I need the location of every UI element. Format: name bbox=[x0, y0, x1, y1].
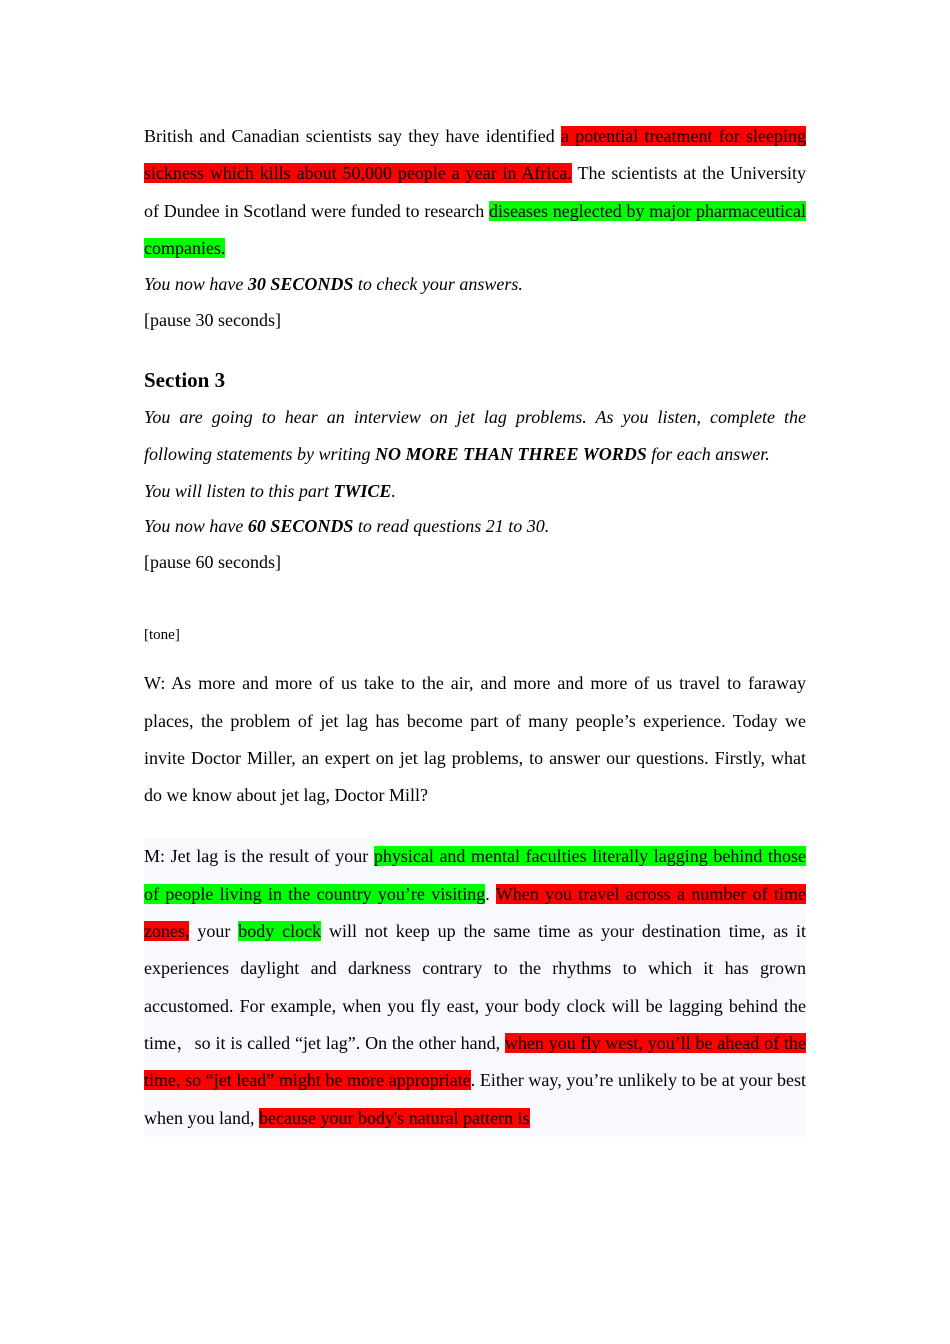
highlight-green-body-clock: body clock bbox=[238, 921, 322, 942]
twice-pre: You will listen to this part bbox=[144, 480, 334, 501]
woman-speaker-paragraph: W: As more and more of us take to the air, and more and more of us travel to faraway places, the problem of jet lag has become part of many people’s experience. Today we invite Doctor Miller, an expert on jet lag problems, to answer our questions. Firstly, what do we know about jet lag, Doctor Mill? bbox=[144, 673, 806, 806]
m-text-2: . bbox=[485, 883, 496, 904]
highlight-green-faculties: physical and mental faculties literally lagging behind those of people living in the country you’re visiting bbox=[144, 846, 806, 904]
instr-bold: NO MORE THAN THREE WORDS bbox=[375, 444, 647, 465]
highlight-red-natural-pattern: because your body's natural pattern is bbox=[258, 1107, 530, 1128]
m-text-4: will not keep up the same time as your destination time, as it experiences daylight and darkness contrary to the rhythms to which it has grown accustomed. For example, when you fly east, your body clock will be lagging behind the time，so it is called “jet lag”. On the other hand, bbox=[144, 921, 807, 1053]
m-text-3: your bbox=[189, 921, 239, 942]
read-bold: 60 SECONDS bbox=[247, 516, 354, 537]
tone-marker: [tone] bbox=[144, 627, 180, 644]
check-answers-instruction bbox=[144, 267, 806, 303]
check-pre: You now have bbox=[144, 274, 248, 295]
news-text-1: British and Canadian scientists say they have identified bbox=[144, 126, 562, 146]
listen-twice-instruction bbox=[144, 474, 806, 510]
twice-post: . bbox=[391, 480, 396, 501]
highlight-red-treatment: a potential treatment for sleeping sickness which kills about 50,000 people a year in Africa. bbox=[144, 126, 806, 184]
news-text-2: The scientists at the University of Dundee in Scotland were funded to research bbox=[144, 163, 806, 221]
pause-30: [pause 30 seconds] bbox=[144, 309, 281, 330]
highlight-green-diseases: diseases neglected by major pharmaceutical companies. bbox=[144, 200, 806, 258]
check-post: to check your answers. bbox=[353, 274, 523, 295]
news-paragraph bbox=[144, 118, 806, 267]
instr-post: for each answer. bbox=[646, 444, 770, 465]
man-speaker-paragraph bbox=[144, 838, 806, 1136]
highlight-red-fly-west: when you fly west, you’ll be ahead of the time, so “jet lead” might be more appropriate bbox=[144, 1032, 806, 1091]
m-text-1: M: Jet lag is the result of your bbox=[144, 846, 374, 867]
paragraph-gap bbox=[144, 814, 806, 838]
check-bold: 30 SECONDS bbox=[247, 274, 354, 295]
document-page bbox=[144, 118, 806, 1137]
instr-pre: You are going to hear an interview on jet lag problems. As you listen, complete the following statements by writing bbox=[144, 407, 806, 465]
section-3-heading: Section 3 bbox=[144, 368, 226, 393]
highlight-red-time-zones: When you travel across a number of time zones, bbox=[144, 883, 806, 942]
read-questions-instruction bbox=[144, 509, 806, 545]
m-text-5: . Either way, you’re unlikely to be at your best when you land, bbox=[144, 1070, 806, 1128]
read-post: to read questions 21 to 30. bbox=[353, 516, 550, 537]
pause-60: [pause 60 seconds] bbox=[144, 551, 281, 572]
section-3-instructions bbox=[144, 399, 806, 474]
twice-bold: TWICE bbox=[333, 480, 392, 501]
read-pre: You now have bbox=[144, 516, 248, 537]
